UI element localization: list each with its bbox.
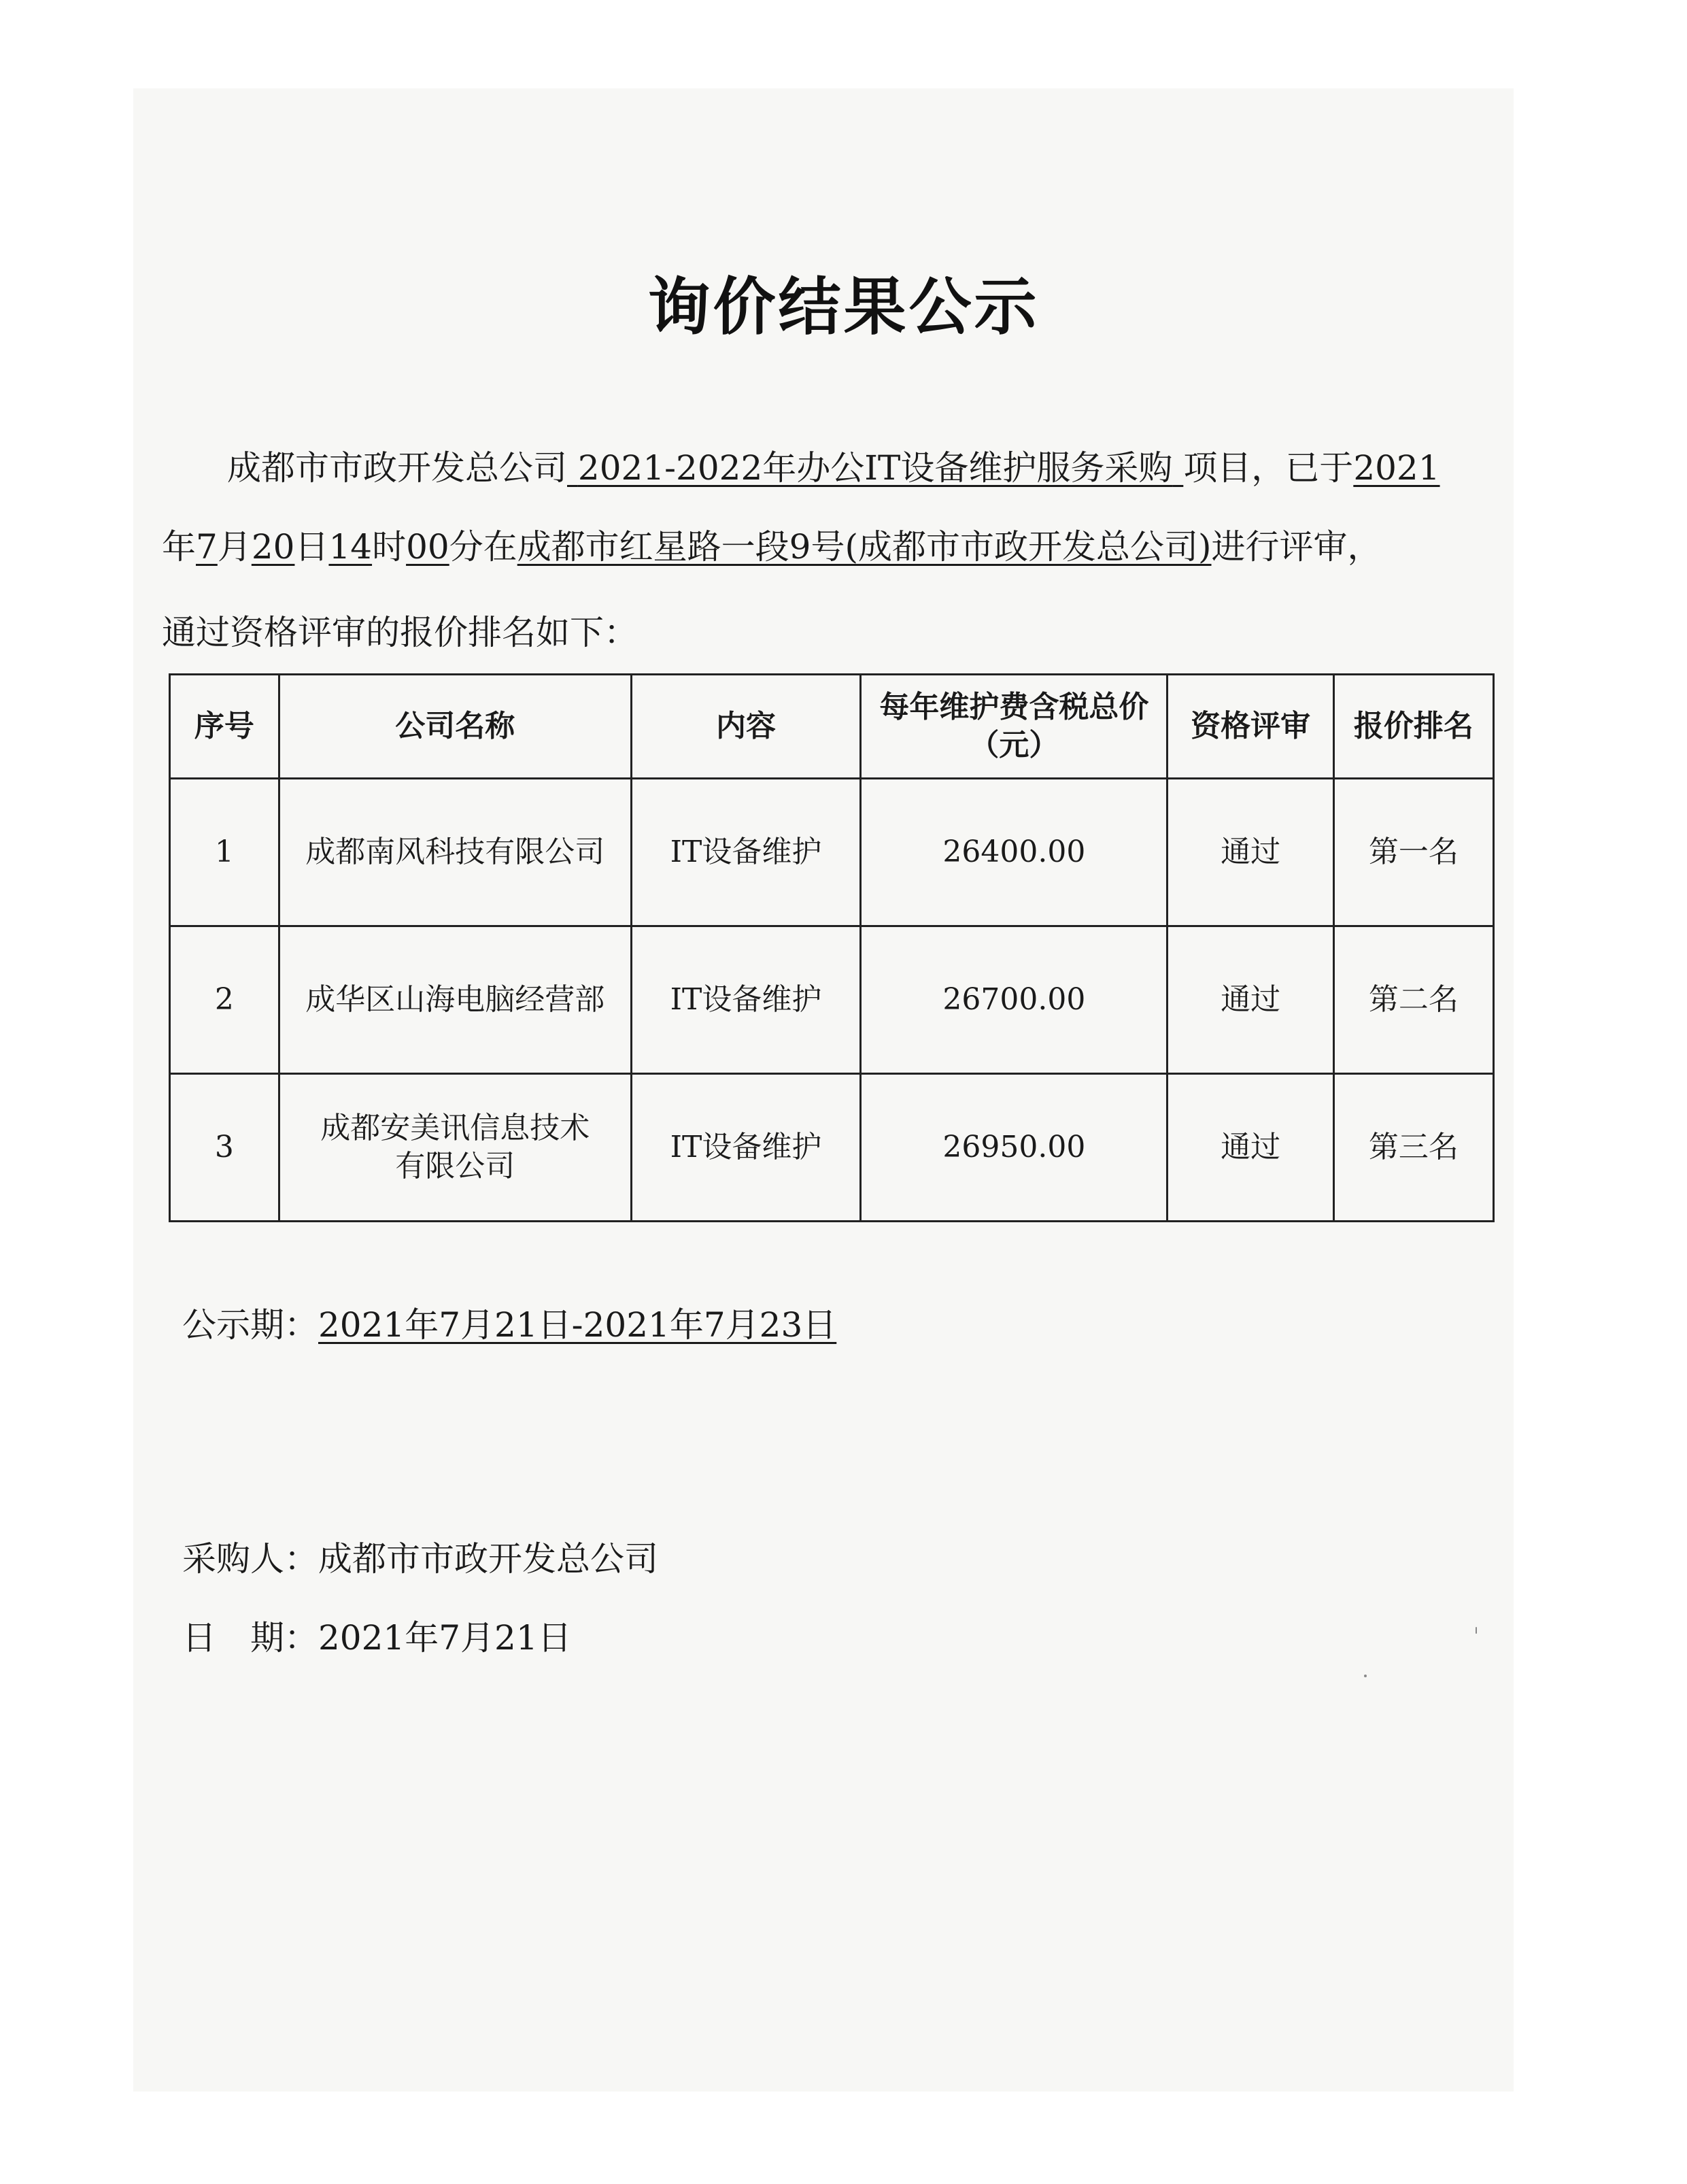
intro-line-3: 通过资格评审的报价排名如下： (162, 613, 638, 652)
intro-text: 进行评审， (1211, 527, 1382, 567)
page-title: 询价结果公示 (647, 271, 1040, 343)
intro-text: 年 (162, 527, 196, 567)
review-hour: 14 (328, 527, 373, 567)
ranking-table (169, 673, 1495, 1222)
scan-speck (1476, 1627, 1477, 1634)
cell-content: IT设备维护 (631, 926, 860, 1074)
cell-review: 通过 (1168, 1074, 1333, 1222)
cell-review: 通过 (1168, 779, 1333, 926)
notice-period (182, 1305, 836, 1345)
review-year: 2021 (1353, 448, 1440, 488)
issue-date (182, 1617, 572, 1658)
cell-rank: 第一名 (1333, 779, 1493, 926)
header-rank: 报价排名 (1333, 675, 1493, 779)
date-label: 日 期： (182, 1618, 318, 1658)
cell-content: IT设备维护 (631, 1074, 860, 1222)
intro-text: 月 (217, 527, 252, 567)
notice-period-label: 公示期： (182, 1305, 318, 1345)
purchaser-label: 采购人： (182, 1539, 318, 1579)
cell-company: 成都安美讯信息技术有限公司 (279, 1074, 631, 1222)
table-row (170, 779, 1494, 926)
header-content: 内容 (631, 675, 860, 779)
cell-content: IT设备维护 (631, 779, 860, 926)
buyer-name: 成都市市政开发总公司 (227, 448, 567, 488)
purchaser-value: 成都市市政开发总公司 (318, 1539, 658, 1579)
header-company: 公司名称 (279, 675, 631, 779)
review-location: 成都市红星路一段9号(成都市市政开发总公司) (517, 527, 1212, 567)
date-value: 2021年7月21日 (318, 1618, 572, 1658)
review-month: 7 (196, 527, 218, 567)
notice-period-value: 2021年7月21日-2021年7月23日 (318, 1305, 837, 1345)
intro-line-1 (227, 448, 1440, 488)
intro-text: 时 (372, 527, 407, 567)
scan-speck (1364, 1675, 1367, 1677)
cell-price: 26950.00 (861, 1074, 1168, 1222)
review-day: 20 (251, 527, 295, 567)
table-header-row (170, 675, 1494, 779)
cell-no: 2 (170, 926, 279, 1074)
cell-company: 成华区山海电脑经营部 (279, 926, 631, 1074)
project-name: 2021-2022年办公IT设备维护服务采购 (577, 448, 1173, 488)
purchaser (182, 1539, 658, 1579)
intro-line-2 (162, 526, 1382, 567)
cell-rank: 第二名 (1333, 926, 1493, 1074)
intro-text: 分在 (449, 527, 517, 567)
header-review: 资格评审 (1168, 675, 1333, 779)
table-row (170, 1074, 1494, 1222)
cell-no: 3 (170, 1074, 279, 1222)
header-no: 序号 (170, 675, 279, 779)
cell-review: 通过 (1168, 926, 1333, 1074)
intro-text: 日 (294, 527, 329, 567)
intro-text: 项目，已于 (1183, 448, 1354, 488)
review-minute: 00 (406, 527, 449, 567)
cell-price: 26700.00 (861, 926, 1168, 1074)
cell-no: 1 (170, 779, 279, 926)
cell-rank: 第三名 (1333, 1074, 1493, 1222)
header-price: 每年维护费含税总价（元） (861, 675, 1168, 779)
table-row (170, 926, 1494, 1074)
cell-company: 成都南风科技有限公司 (279, 779, 631, 926)
cell-price: 26400.00 (861, 779, 1168, 926)
